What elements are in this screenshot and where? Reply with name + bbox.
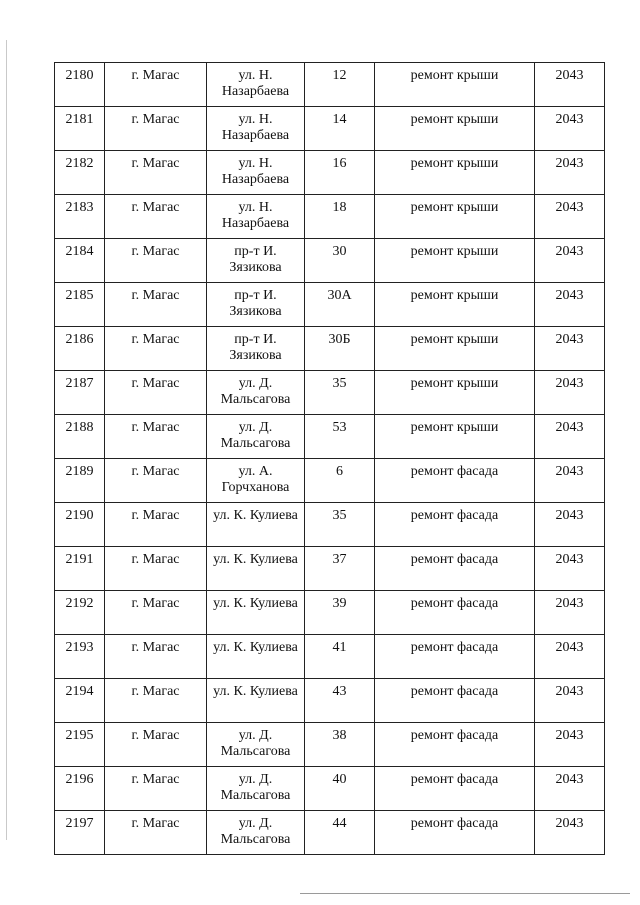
row-number-cell: 2183 [55, 195, 105, 239]
work-type-cell: ремонт крыши [375, 195, 535, 239]
row-number-cell: 2180 [55, 63, 105, 107]
year-cell: 2043 [535, 415, 605, 459]
city-cell: г. Магас [105, 459, 207, 503]
table-row [55, 591, 605, 635]
street-cell: ул. Д. Мальсагова [207, 767, 305, 811]
year-cell: 2043 [535, 591, 605, 635]
city-cell: г. Магас [105, 503, 207, 547]
row-number-cell: 2191 [55, 547, 105, 591]
street-cell: ул. К. Кулиева [207, 547, 305, 591]
year-cell: 2043 [535, 723, 605, 767]
table-row [55, 371, 605, 415]
year-cell: 2043 [535, 327, 605, 371]
work-type-cell: ремонт фасада [375, 503, 535, 547]
street-cell: ул. Н. Назарбаева [207, 63, 305, 107]
house-number-cell: 43 [305, 679, 375, 723]
work-type-cell: ремонт крыши [375, 107, 535, 151]
street-cell: пр-т И. Зязикова [207, 239, 305, 283]
city-cell: г. Магас [105, 283, 207, 327]
row-number-cell: 2184 [55, 239, 105, 283]
table-row [55, 811, 605, 855]
city-cell: г. Магас [105, 195, 207, 239]
city-cell: г. Магас [105, 591, 207, 635]
table-row [55, 547, 605, 591]
scan-bottom-line [300, 893, 630, 894]
street-cell: ул. Д. Мальсагова [207, 371, 305, 415]
row-number-cell: 2196 [55, 767, 105, 811]
city-cell: г. Магас [105, 811, 207, 855]
city-cell: г. Магас [105, 547, 207, 591]
city-cell: г. Магас [105, 679, 207, 723]
house-number-cell: 30 [305, 239, 375, 283]
city-cell: г. Магас [105, 371, 207, 415]
table-row [55, 239, 605, 283]
city-cell: г. Магас [105, 767, 207, 811]
year-cell: 2043 [535, 63, 605, 107]
table-body [55, 63, 605, 855]
city-cell: г. Магас [105, 635, 207, 679]
house-number-cell: 35 [305, 503, 375, 547]
city-cell: г. Магас [105, 723, 207, 767]
scan-edge-line [6, 40, 7, 840]
street-cell: ул. К. Кулиева [207, 679, 305, 723]
year-cell: 2043 [535, 767, 605, 811]
year-cell: 2043 [535, 679, 605, 723]
work-type-cell: ремонт крыши [375, 151, 535, 195]
row-number-cell: 2190 [55, 503, 105, 547]
table-row [55, 635, 605, 679]
work-type-cell: ремонт фасада [375, 635, 535, 679]
city-cell: г. Магас [105, 151, 207, 195]
year-cell: 2043 [535, 547, 605, 591]
year-cell: 2043 [535, 107, 605, 151]
repair-schedule-table [54, 62, 605, 855]
street-cell: ул. К. Кулиева [207, 503, 305, 547]
year-cell: 2043 [535, 195, 605, 239]
house-number-cell: 44 [305, 811, 375, 855]
city-cell: г. Магас [105, 107, 207, 151]
street-cell: ул. Д. Мальсагова [207, 811, 305, 855]
table-row [55, 327, 605, 371]
work-type-cell: ремонт крыши [375, 239, 535, 283]
work-type-cell: ремонт фасада [375, 767, 535, 811]
work-type-cell: ремонт крыши [375, 415, 535, 459]
street-cell: ул. А. Горчханова [207, 459, 305, 503]
house-number-cell: 37 [305, 547, 375, 591]
year-cell: 2043 [535, 459, 605, 503]
table-row [55, 503, 605, 547]
table-row [55, 195, 605, 239]
row-number-cell: 2182 [55, 151, 105, 195]
work-type-cell: ремонт фасада [375, 547, 535, 591]
house-number-cell: 53 [305, 415, 375, 459]
row-number-cell: 2197 [55, 811, 105, 855]
work-type-cell: ремонт фасада [375, 723, 535, 767]
house-number-cell: 12 [305, 63, 375, 107]
street-cell: ул. Д. Мальсагова [207, 723, 305, 767]
street-cell: ул. Н. Назарбаева [207, 151, 305, 195]
house-number-cell: 18 [305, 195, 375, 239]
street-cell: ул. К. Кулиева [207, 635, 305, 679]
street-cell: пр-т И. Зязикова [207, 327, 305, 371]
row-number-cell: 2187 [55, 371, 105, 415]
table-row [55, 723, 605, 767]
house-number-cell: 35 [305, 371, 375, 415]
year-cell: 2043 [535, 151, 605, 195]
city-cell: г. Магас [105, 415, 207, 459]
street-cell: ул. К. Кулиева [207, 591, 305, 635]
work-type-cell: ремонт фасада [375, 811, 535, 855]
work-type-cell: ремонт крыши [375, 63, 535, 107]
work-type-cell: ремонт фасада [375, 679, 535, 723]
city-cell: г. Магас [105, 63, 207, 107]
table-row [55, 107, 605, 151]
house-number-cell: 16 [305, 151, 375, 195]
row-number-cell: 2194 [55, 679, 105, 723]
house-number-cell: 30Б [305, 327, 375, 371]
table-row [55, 283, 605, 327]
city-cell: г. Магас [105, 239, 207, 283]
house-number-cell: 14 [305, 107, 375, 151]
house-number-cell: 40 [305, 767, 375, 811]
house-number-cell: 6 [305, 459, 375, 503]
row-number-cell: 2186 [55, 327, 105, 371]
year-cell: 2043 [535, 503, 605, 547]
house-number-cell: 38 [305, 723, 375, 767]
row-number-cell: 2192 [55, 591, 105, 635]
row-number-cell: 2188 [55, 415, 105, 459]
year-cell: 2043 [535, 283, 605, 327]
work-type-cell: ремонт фасада [375, 591, 535, 635]
year-cell: 2043 [535, 811, 605, 855]
work-type-cell: ремонт крыши [375, 371, 535, 415]
table-row [55, 459, 605, 503]
house-number-cell: 39 [305, 591, 375, 635]
row-number-cell: 2189 [55, 459, 105, 503]
city-cell: г. Магас [105, 327, 207, 371]
year-cell: 2043 [535, 371, 605, 415]
street-cell: ул. Н. Назарбаева [207, 107, 305, 151]
table-row [55, 415, 605, 459]
year-cell: 2043 [535, 239, 605, 283]
work-type-cell: ремонт крыши [375, 327, 535, 371]
street-cell: ул. Д. Мальсагова [207, 415, 305, 459]
street-cell: пр-т И. Зязикова [207, 283, 305, 327]
house-number-cell: 41 [305, 635, 375, 679]
table-row [55, 151, 605, 195]
row-number-cell: 2193 [55, 635, 105, 679]
work-type-cell: ремонт фасада [375, 459, 535, 503]
work-type-cell: ремонт крыши [375, 283, 535, 327]
row-number-cell: 2181 [55, 107, 105, 151]
table-row [55, 767, 605, 811]
street-cell: ул. Н. Назарбаева [207, 195, 305, 239]
row-number-cell: 2185 [55, 283, 105, 327]
row-number-cell: 2195 [55, 723, 105, 767]
house-number-cell: 30А [305, 283, 375, 327]
table-row [55, 679, 605, 723]
table-row [55, 63, 605, 107]
year-cell: 2043 [535, 635, 605, 679]
